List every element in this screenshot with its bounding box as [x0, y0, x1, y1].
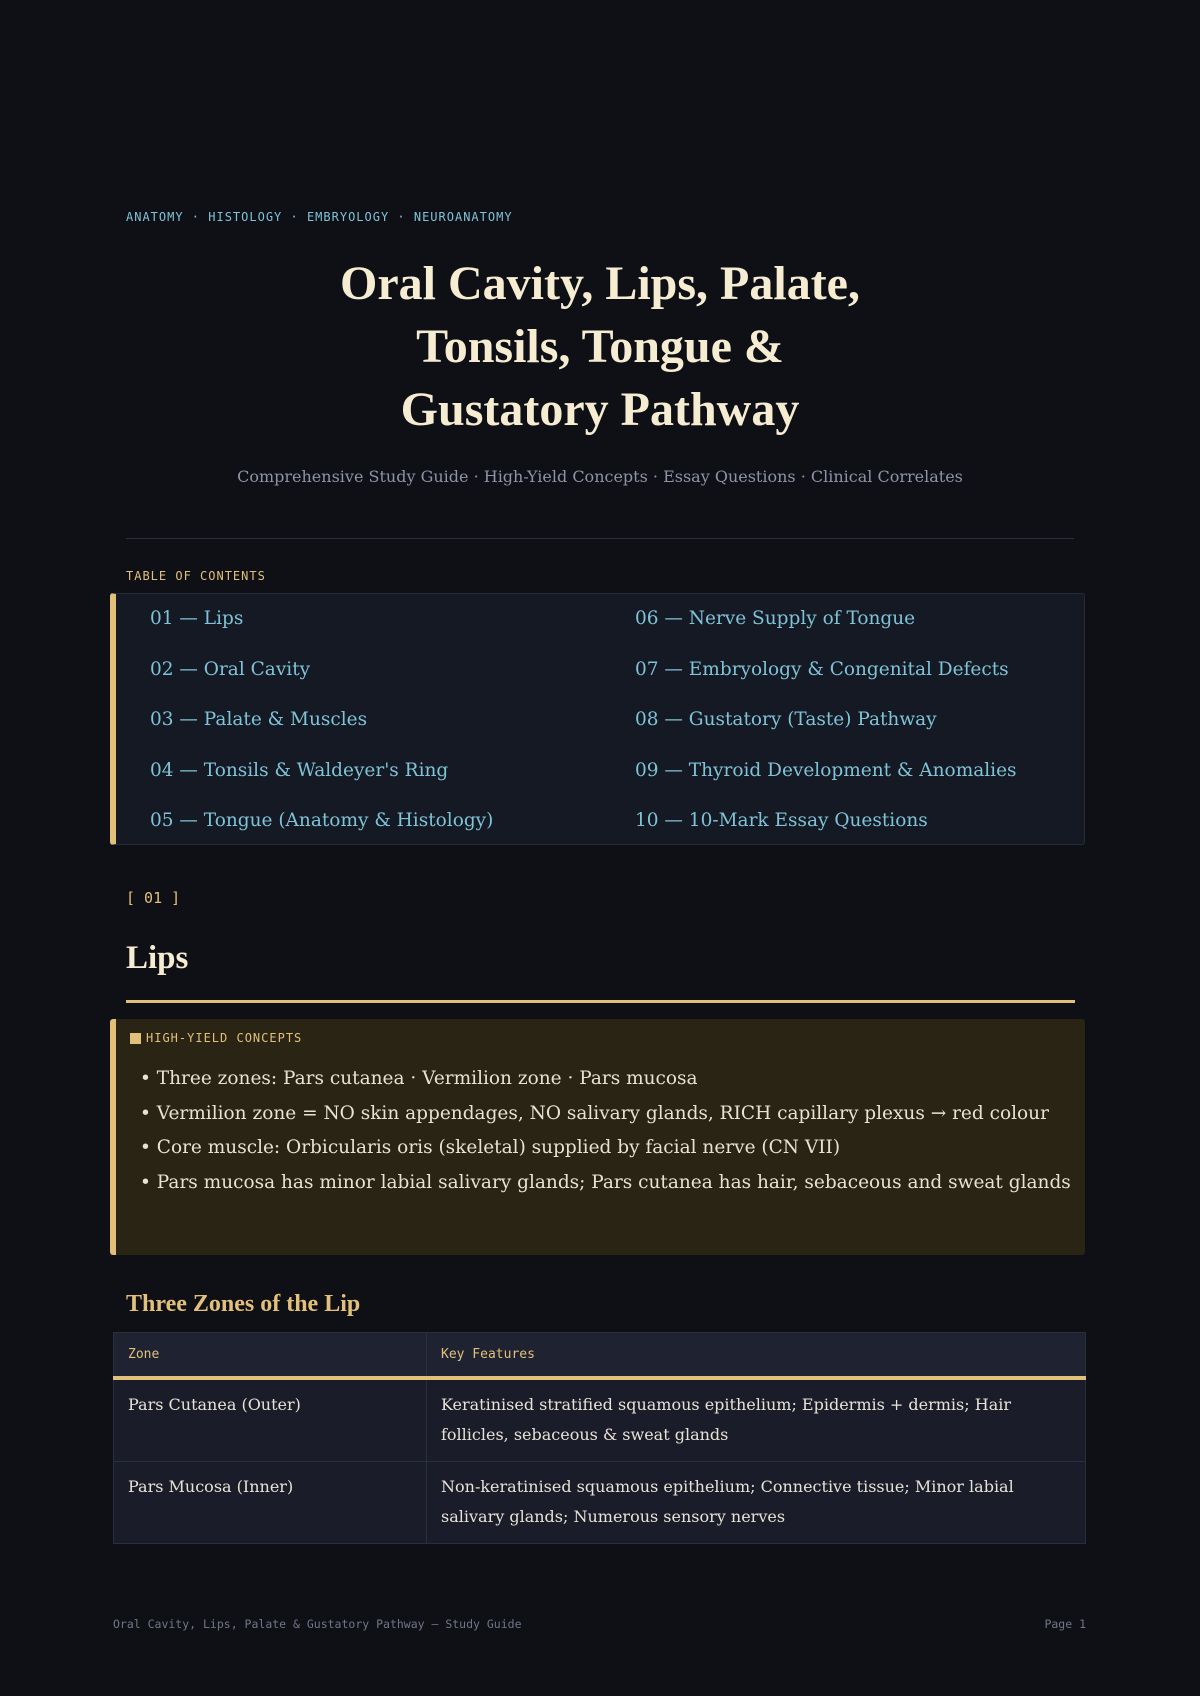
header-divider — [126, 538, 1074, 539]
toc-column-right — [635, 594, 1017, 847]
lip-zones-table — [113, 1332, 1086, 1544]
toc-link-nerve-supply[interactable]: 06 — Nerve Supply of Tongue — [635, 608, 916, 629]
column-header-zone: Zone — [114, 1333, 427, 1379]
table-row — [114, 1462, 1086, 1544]
high-yield-callout — [110, 1019, 1085, 1255]
page-title — [0, 252, 1200, 441]
toc-link-tongue[interactable]: 05 — Tongue (Anatomy & Histology) — [150, 810, 494, 831]
footer-page-number: Page 1 — [1044, 1617, 1086, 1631]
toc-link-lips[interactable]: 01 — Lips — [150, 608, 244, 629]
toc-link-embryology[interactable]: 07 — Embryology & Congenital Defects — [635, 658, 1009, 680]
section-title-underline — [126, 1000, 1075, 1003]
page-subtitle: Comprehensive Study Guide · High-Yield Concepts · Essay Questions · Clinical Correlates — [237, 467, 963, 486]
section-number: [ 01 ] — [126, 889, 181, 907]
features-cell: Non-keratinised squamous epithelium; Connective tissue; Minor labial salivary glands; Numerous sensory nerves — [427, 1462, 1086, 1544]
title-line-2: Tonsils, Tongue & — [416, 320, 784, 373]
toc-link-palate[interactable]: 03 — Palate & Muscles — [150, 709, 368, 730]
title-line-1: Oral Cavity, Lips, Palate, — [340, 257, 860, 310]
section-title: Lips — [126, 940, 189, 976]
toc-label: TABLE OF CONTENTS — [126, 569, 266, 583]
table-title: Three Zones of the Lip — [126, 1291, 361, 1317]
subject-kicker: ANATOMY · HISTOLOGY · EMBRYOLOGY · NEUROANATOMY — [126, 210, 513, 224]
toc-link-tonsils[interactable]: 04 — Tonsils & Waldeyer's Ring — [150, 759, 449, 781]
table-header-row — [114, 1333, 1086, 1379]
square-bullet-icon — [130, 1033, 141, 1044]
high-yield-point: • Three zones: Pars cutanea · Vermilion zone · Pars mucosa — [140, 1068, 698, 1089]
footer-document-title: Oral Cavity, Lips, Palate & Gustatory Pathway — Study Guide — [113, 1617, 522, 1631]
table-row — [114, 1378, 1086, 1462]
high-yield-point: • Pars mucosa has minor labial salivary glands; Pars cutanea has hair, sebaceous and sweat glands — [140, 1171, 1071, 1193]
high-yield-point: • Vermilion zone = NO skin appendages, NO salivary glands, RICH capillary plexus → red colour — [140, 1102, 1049, 1124]
column-header-key-features: Key Features — [427, 1333, 1086, 1379]
zone-cell: Pars Mucosa (Inner) — [114, 1462, 427, 1544]
toc-link-essay-questions[interactable]: 10 — 10-Mark Essay Questions — [635, 810, 928, 831]
high-yield-list — [140, 1069, 1071, 1207]
high-yield-point: • Core muscle: Orbicularis oris (skeletal) supplied by facial nerve (CN VII) — [140, 1137, 841, 1158]
title-line-3: Gustatory Pathway — [400, 383, 800, 436]
high-yield-heading: HIGH-YIELD CONCEPTS — [146, 1031, 303, 1045]
toc-link-oral-cavity[interactable]: 02 — Oral Cavity — [150, 658, 311, 680]
zone-cell: Pars Cutanea (Outer) — [114, 1378, 427, 1462]
toc-link-gustatory[interactable]: 08 — Gustatory (Taste) Pathway — [635, 709, 937, 730]
table-of-contents — [110, 593, 1085, 845]
toc-link-thyroid[interactable]: 09 — Thyroid Development & Anomalies — [635, 759, 1017, 781]
toc-column-left — [150, 594, 493, 847]
features-cell: Keratinised stratified squamous epithelium; Epidermis + dermis; Hair follicles, sebaceous & sweat glands — [427, 1378, 1086, 1462]
